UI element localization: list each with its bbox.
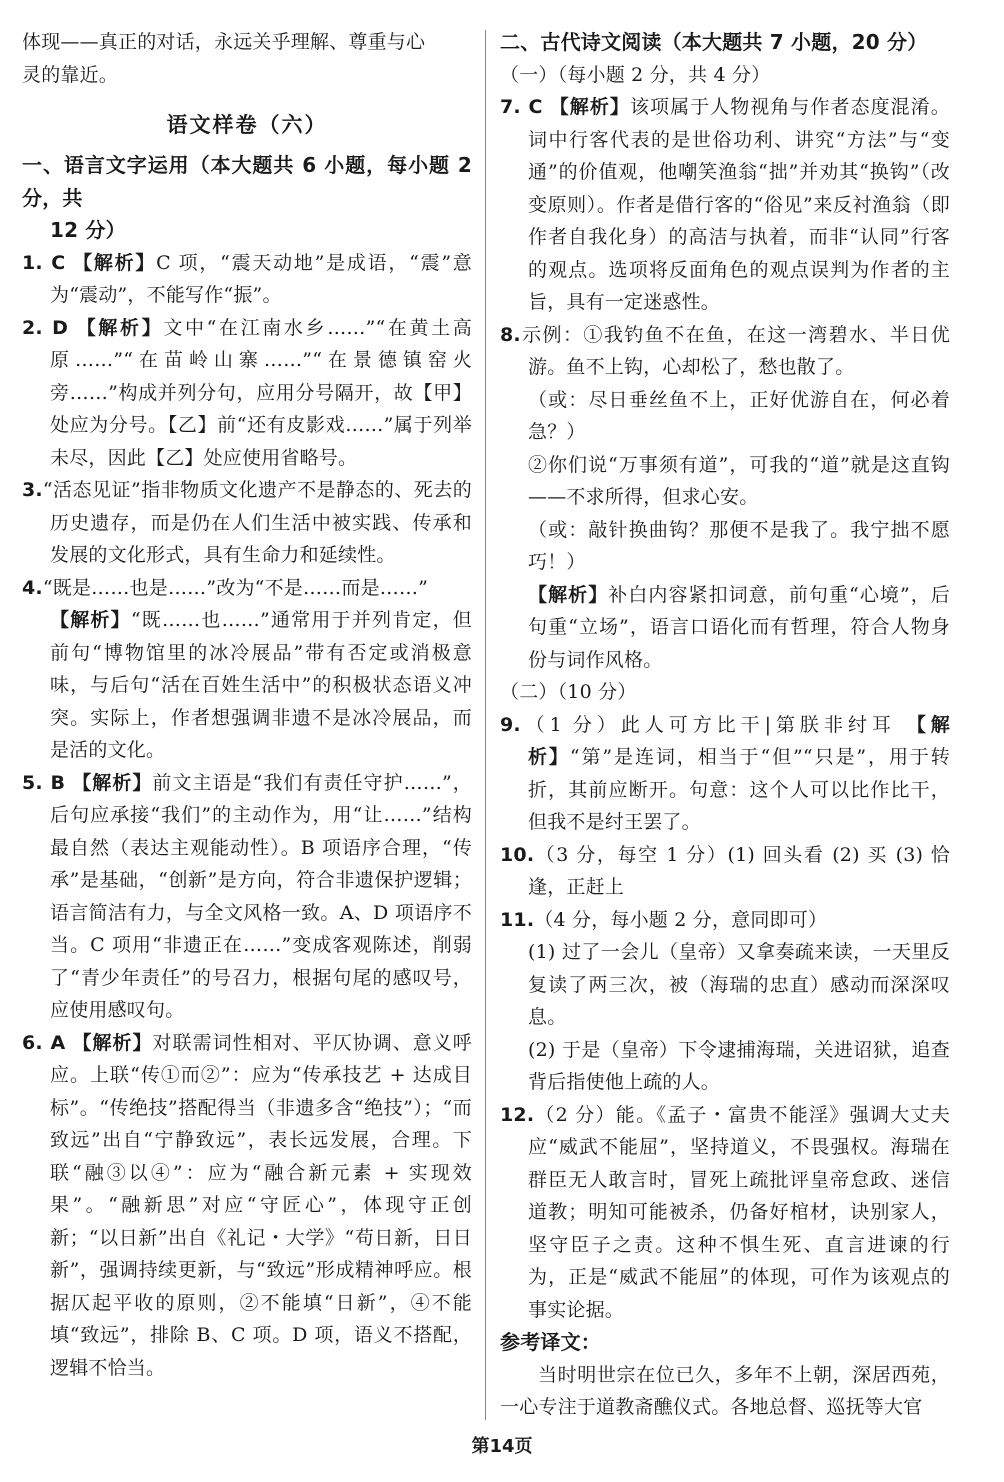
- answer-7-number: 7. C: [500, 96, 543, 118]
- answer-1-tag: 【解析】: [73, 251, 157, 274]
- answer-8-analysis: [500, 579, 950, 677]
- reference-translation-text: 当时明世宗在位已久，多年不上朝，深居西苑，一心专注于道教斋醮仪式。各地总督、巡抚等大官: [500, 1363, 950, 1418]
- answer-4-answer: “既是……也是……”改为“不是……而是……”: [42, 576, 429, 599]
- answer-7-tag: 【解析】: [549, 96, 630, 118]
- intro-line-1: 体现——真正的对话，永远关乎理解、尊重与心: [22, 31, 426, 53]
- answer-11-number: 11.: [500, 908, 535, 931]
- answer-5-tag: 【解析】: [72, 771, 153, 794]
- page-number: 第14页: [471, 1436, 533, 1457]
- answer-4-tag: 【解析】: [50, 609, 131, 631]
- left-column: [22, 26, 472, 1384]
- answer-1-text: C 项，“震天动地”是成语，“震”意为“震动”，不能写作“振”。: [50, 251, 472, 306]
- answer-5-number: 5. B: [22, 771, 66, 794]
- answer-4-analysis: [22, 604, 472, 767]
- intro-line-2: 灵的靠近。: [22, 63, 119, 86]
- answer-10: [500, 839, 950, 904]
- answer-10-number: 10.: [500, 843, 535, 866]
- answer-7-text: 该项属于人物视角与作者态度混淆。词中行客代表的是世俗功利、讲究“方法”与“变通”的价值观，他嘲笑渔翁“拙”并劝其“换钩”（改变原则）。作者是借行客的“俗见”来反衬渔翁（即作者自我化身）的高洁与执着，而非“认同”行客的观点。选项将反面角色的观点误判为作者的主旨，具有一定迷惑性。: [528, 96, 950, 313]
- answer-9: [500, 709, 950, 839]
- answer-4: [22, 572, 472, 605]
- answer-2: [22, 312, 472, 475]
- answer-8-line3: ②你们说“万事须有道”，可我的“道”就是这直钩——不求所得，但求心安。: [528, 453, 950, 508]
- answer-1-number: 1. C: [22, 251, 66, 274]
- answer-4-number: 4.: [22, 576, 43, 599]
- answer-8-line4: （或：敲针换曲钩？那便不是我了。我宁拙不愿巧！）: [528, 518, 950, 573]
- answer-9-text-b: “第”是连词，相当于“但”“只是”，用于转折，其前应断开。句意：这个人可以比作比干，但我不是纣王罢了。: [528, 746, 950, 833]
- answer-9-text-a: （1 分）此人可方比干|第朕非纣耳: [520, 713, 896, 736]
- sub-section-1: （一）（每小题 2 分，共 4 分）: [500, 63, 771, 86]
- answer-11: [500, 904, 950, 937]
- answer-5-text: 前文主语是“我们有责任守护……”，后句应承接“我们”的主动作为，用“让……”结构最自然（表达主观能动性）。B 项语序合理，“传承”是基础，“创新”是方向，符合非遗保护逻辑；语言简洁有力，与全文风格一致。A、D 项语序不当。C 项用“非遗正在……”变成客观陈述，削弱了“青少年责任”的号召力，根据句尾的感叹号，应使用感叹句。: [50, 771, 472, 1021]
- answer-2-number: 2. D: [22, 316, 69, 339]
- reference-translation-title: 参考译文：: [500, 1330, 601, 1354]
- answer-8-number: 8.: [500, 323, 521, 346]
- answer-2-text: 文中“在江南水乡……”“在黄土高原……”“在苗岭山寨……”“在景德镇窑火旁……”构成并列分句，应用分号隔开，故【甲】处应为分号。【乙】前“还有皮影戏……”属于列举未尽，因此【乙】处应使用省略号。: [50, 316, 472, 469]
- answer-12: [500, 1099, 950, 1327]
- answer-6-number: 6. A: [22, 1031, 66, 1054]
- part1-heading-line2: 12 分）: [50, 218, 126, 242]
- answer-9-number: 9.: [500, 713, 521, 736]
- answer-3: [22, 474, 472, 572]
- answer-3-text: “活态见证”指非物质文化遗产不是静态的、死去的历史遗存，而是仍在人们生活中被实践、传承和发展的文化形式，具有生命力和延续性。: [42, 479, 472, 566]
- answer-6-tag: 【解析】: [72, 1031, 153, 1054]
- answer-8-text-1: 示例：①我钓鱼不在鱼，在这一湾碧水、半日优游。鱼不上钩，心却松了，愁也散了。: [520, 323, 950, 378]
- section-title: 语文样卷（六）: [166, 113, 328, 137]
- right-column: [500, 26, 950, 1424]
- answer-12-text: （2 分）能。《孟子・富贵不能淫》强调大丈夫应“威武不能屈”，坚持道义，不畏强权。海瑞在群臣无人敢言时，冒死上疏批评皇帝怠政、迷信道教；明知可能被杀，仍备好棺材，诀别家人，坚守臣子之责。这种不惧生死、直言进谏的行为，正是“威武不能屈”的体现，可作为该观点的事实论据。: [528, 1103, 950, 1321]
- answer-3-number: 3.: [22, 479, 43, 501]
- answer-9-tag: 【解析】: [528, 713, 950, 768]
- answer-6-text: 对联需词性相对、平仄协调、意义呼应。上联“传①而②”：应为“传承技艺 + 达成目标”。“传绝技”搭配得当（非遗多含“绝技”）；“而致远”出自“宁静致远”，表长远发展，合理。下联“融③以④”：应为“融合新元素 + 实现效果”。“融新思”对应“守匠心”，体现守正创新；“以日新”出自《礼记・大学》“苟日新，日日新”，强调持续更新，与“致远”形成精神呼应。根据仄起平收的原则，②不能填“日新”，④不能填“致远”，排除 B、C 项。D 项，语义不搭配，逻辑不恰当。: [50, 1031, 472, 1379]
- part1-heading-line1: 一、语言文字运用（本大题共 6 小题，每小题 2 分，共: [22, 153, 472, 210]
- answer-2-tag: 【解析】: [76, 316, 164, 339]
- answer-8-text: 补白内容紧扣词意，前句重“心境”，后句重“立场”，语言口语化而有哲理，符合人物身份与词作风格。: [528, 583, 950, 671]
- part2-heading: 二、古代诗文阅读（本大题共 7 小题，20 分）: [500, 30, 928, 54]
- answer-10-text: （3 分，每空 1 分）(1) 回头看 (2) 买 (3) 恰逢，正赶上: [528, 843, 950, 898]
- answer-11-text: （4 分，每小题 2 分，意同即可）: [534, 908, 828, 931]
- answer-7: [500, 91, 950, 319]
- answer-4-text: “既……也……”通常用于并列肯定，但前句“博物馆里的冰冷展品”带有否定或消极意味，与后句“活在百姓生活中”的积极状态语义冲突。实际上，作者想强调非遗不是冰冷展品，而是活的文化。: [50, 609, 472, 761]
- answer-12-number: 12.: [500, 1103, 535, 1126]
- sub-section-2: （二）（10 分）: [500, 681, 637, 703]
- column-divider: [485, 30, 486, 1420]
- answer-11-part2: (2) 于是（皇帝）下令逮捕海瑞，关进诏狱，追查背后指使他上疏的人。: [528, 1038, 950, 1093]
- answer-11-part1: (1) 过了一会儿（皇帝）又拿奏疏来读，一天里反复读了两三次，被（海瑞的忠直）感动而深深叹息。: [528, 941, 950, 1028]
- answer-6: [22, 1027, 472, 1385]
- answer-8-line1: [500, 319, 950, 384]
- answer-8-line2: （或：尽日垂丝鱼不上，正好优游自在，何必着急？）: [528, 388, 950, 443]
- answer-5: [22, 767, 472, 1027]
- answer-8-tag: 【解析】: [528, 583, 609, 606]
- answer-1: [22, 247, 472, 312]
